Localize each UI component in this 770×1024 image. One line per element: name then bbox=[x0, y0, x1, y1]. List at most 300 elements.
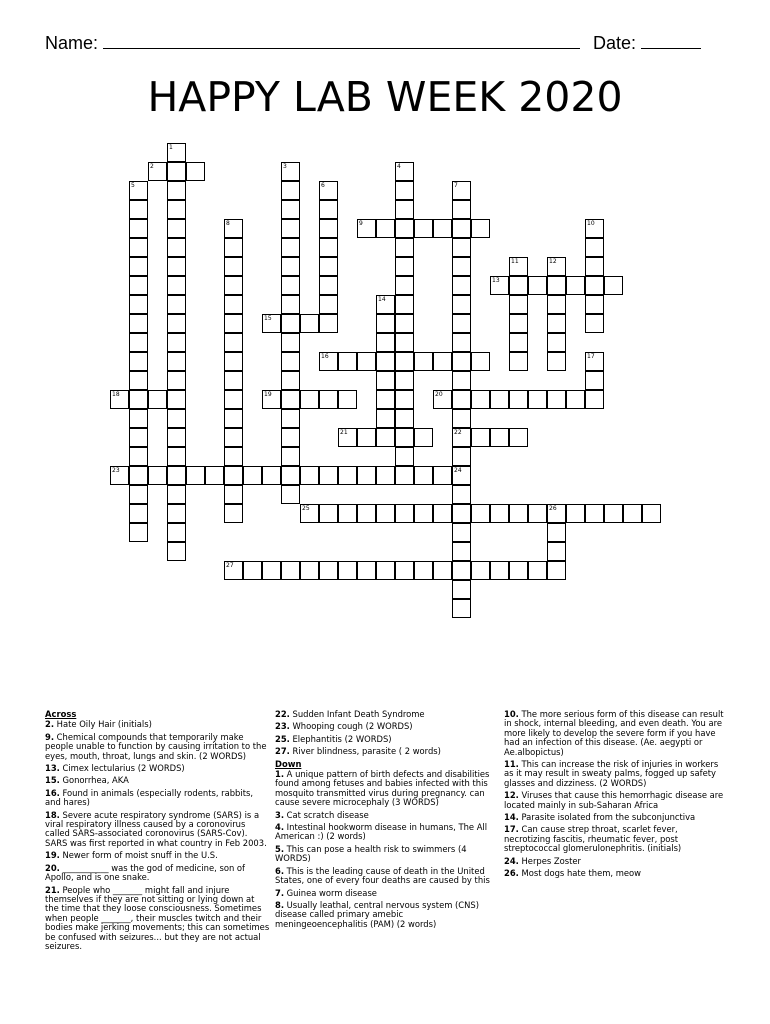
grid-cell[interactable] bbox=[262, 390, 281, 409]
grid-cell[interactable] bbox=[167, 257, 186, 276]
grid-cell[interactable] bbox=[148, 162, 167, 181]
grid-cell[interactable] bbox=[395, 276, 414, 295]
grid-cell[interactable] bbox=[452, 371, 471, 390]
grid-cell[interactable] bbox=[281, 352, 300, 371]
grid-cell[interactable] bbox=[452, 580, 471, 599]
grid-cell[interactable] bbox=[281, 409, 300, 428]
grid-cell[interactable] bbox=[300, 390, 319, 409]
grid-cell[interactable] bbox=[585, 371, 604, 390]
grid-cell[interactable] bbox=[414, 561, 433, 580]
grid-cell[interactable] bbox=[281, 428, 300, 447]
grid-cell[interactable] bbox=[376, 314, 395, 333]
grid-cell[interactable] bbox=[129, 485, 148, 504]
clue-number: 12 bbox=[549, 258, 557, 265]
grid-cell[interactable] bbox=[357, 219, 376, 238]
grid-cell[interactable] bbox=[357, 504, 376, 523]
grid-cell[interactable] bbox=[547, 523, 566, 542]
grid-cell[interactable] bbox=[224, 390, 243, 409]
grid-cell[interactable] bbox=[319, 314, 338, 333]
grid-cell[interactable] bbox=[547, 390, 566, 409]
grid-cell[interactable] bbox=[395, 181, 414, 200]
grid-cell[interactable] bbox=[281, 181, 300, 200]
grid-cell[interactable] bbox=[300, 561, 319, 580]
grid-cell[interactable] bbox=[547, 542, 566, 561]
grid-cell[interactable] bbox=[547, 561, 566, 580]
grid-cell[interactable] bbox=[395, 504, 414, 523]
grid-cell[interactable] bbox=[376, 371, 395, 390]
grid-cell[interactable] bbox=[547, 333, 566, 352]
clue-item bbox=[45, 720, 270, 729]
grid-cell[interactable] bbox=[224, 314, 243, 333]
grid-cell[interactable] bbox=[490, 276, 509, 295]
clue-text: Newer form of moist snuff in the U.S. bbox=[59, 850, 218, 861]
grid-cell[interactable] bbox=[224, 485, 243, 504]
grid-cell[interactable] bbox=[509, 314, 528, 333]
grid-cell[interactable] bbox=[585, 352, 604, 371]
grid-cell[interactable] bbox=[471, 219, 490, 238]
grid-cell[interactable] bbox=[433, 352, 452, 371]
grid-cell[interactable] bbox=[129, 200, 148, 219]
grid-cell[interactable] bbox=[490, 504, 509, 523]
grid-cell[interactable] bbox=[414, 352, 433, 371]
grid-cell[interactable] bbox=[452, 428, 471, 447]
grid-cell[interactable] bbox=[414, 428, 433, 447]
grid-cell[interactable] bbox=[319, 276, 338, 295]
grid-cell[interactable] bbox=[167, 390, 186, 409]
grid-cell[interactable] bbox=[585, 219, 604, 238]
grid-cell[interactable] bbox=[547, 295, 566, 314]
grid-cell[interactable] bbox=[281, 390, 300, 409]
grid-cell[interactable] bbox=[129, 314, 148, 333]
grid-cell[interactable] bbox=[471, 561, 490, 580]
grid-cell[interactable] bbox=[509, 390, 528, 409]
grid-cell[interactable] bbox=[300, 466, 319, 485]
grid-cell[interactable] bbox=[167, 314, 186, 333]
grid-cell[interactable] bbox=[376, 504, 395, 523]
clue-text: This can pose a health risk to swimmers (4 WORDS) bbox=[275, 843, 467, 864]
clue-item bbox=[275, 889, 497, 898]
grid-cell[interactable] bbox=[376, 409, 395, 428]
clue-number: 11 bbox=[511, 258, 519, 265]
grid-cell[interactable] bbox=[319, 200, 338, 219]
grid-cell[interactable] bbox=[129, 352, 148, 371]
grid-cell[interactable] bbox=[224, 219, 243, 238]
grid-cell[interactable] bbox=[262, 561, 281, 580]
date-label: Date: bbox=[593, 33, 637, 53]
clue-item bbox=[45, 886, 270, 952]
clue-number: 7 bbox=[454, 182, 458, 189]
grid-cell[interactable] bbox=[129, 447, 148, 466]
grid-cell[interactable] bbox=[129, 466, 148, 485]
grid-cell[interactable] bbox=[395, 200, 414, 219]
grid-cell[interactable] bbox=[376, 428, 395, 447]
grid-cell[interactable] bbox=[395, 390, 414, 409]
grid-cell[interactable] bbox=[319, 181, 338, 200]
grid-cell[interactable] bbox=[490, 561, 509, 580]
grid-cell[interactable] bbox=[433, 390, 452, 409]
grid-cell[interactable] bbox=[186, 466, 205, 485]
grid-cell[interactable] bbox=[528, 276, 547, 295]
grid-cell[interactable] bbox=[224, 466, 243, 485]
grid-cell[interactable] bbox=[319, 561, 338, 580]
grid-cell[interactable] bbox=[167, 162, 186, 181]
grid-cell[interactable] bbox=[452, 352, 471, 371]
grid-cell[interactable] bbox=[129, 371, 148, 390]
grid-cell[interactable] bbox=[281, 466, 300, 485]
grid-cell[interactable] bbox=[357, 428, 376, 447]
grid-cell[interactable] bbox=[224, 238, 243, 257]
clue-text: ___________ was the god of medicine, son of Apollo, and is one snake. bbox=[45, 862, 245, 883]
grid-cell[interactable] bbox=[566, 504, 585, 523]
clue-text: Intestinal hookworm disease in humans, The All American :) (2 words) bbox=[275, 822, 488, 842]
grid-cell[interactable] bbox=[148, 466, 167, 485]
grid-cell[interactable] bbox=[129, 295, 148, 314]
grid-cell[interactable] bbox=[452, 200, 471, 219]
grid-cell[interactable] bbox=[395, 447, 414, 466]
grid-cell[interactable] bbox=[452, 561, 471, 580]
grid-cell[interactable] bbox=[167, 371, 186, 390]
grid-cell[interactable] bbox=[224, 409, 243, 428]
grid-cell[interactable] bbox=[262, 314, 281, 333]
clue-item bbox=[275, 722, 497, 731]
clue-number-label: 4. bbox=[275, 822, 285, 833]
clue-number-label: 23. bbox=[275, 721, 290, 732]
clue-number: 5 bbox=[131, 182, 135, 189]
grid-cell[interactable] bbox=[110, 466, 129, 485]
grid-cell[interactable] bbox=[642, 504, 661, 523]
grid-cell[interactable] bbox=[129, 333, 148, 352]
clue-item bbox=[275, 735, 497, 744]
clue-item bbox=[275, 867, 497, 886]
grid-cell[interactable] bbox=[452, 219, 471, 238]
grid-cell[interactable] bbox=[319, 219, 338, 238]
grid-cell[interactable] bbox=[452, 485, 471, 504]
grid-cell[interactable] bbox=[281, 314, 300, 333]
grid-cell[interactable] bbox=[509, 295, 528, 314]
grid-cell[interactable] bbox=[224, 333, 243, 352]
grid-cell[interactable] bbox=[471, 390, 490, 409]
clue-text: Sudden Infant Death Syndrome bbox=[289, 709, 425, 719]
clue-item bbox=[45, 811, 270, 849]
grid-cell[interactable] bbox=[129, 181, 148, 200]
grid-cell[interactable] bbox=[129, 428, 148, 447]
grid-cell[interactable] bbox=[243, 466, 262, 485]
grid-cell[interactable] bbox=[585, 390, 604, 409]
grid-cell[interactable] bbox=[110, 390, 129, 409]
grid-cell[interactable] bbox=[281, 219, 300, 238]
grid-cell[interactable] bbox=[281, 561, 300, 580]
clue-number: 15 bbox=[264, 315, 272, 322]
grid-cell[interactable] bbox=[281, 371, 300, 390]
grid-cell[interactable] bbox=[395, 371, 414, 390]
clue-text: Whooping cough (2 WORDS) bbox=[289, 721, 413, 732]
grid-cell[interactable] bbox=[338, 352, 357, 371]
grid-cell[interactable] bbox=[566, 390, 585, 409]
grid-cell[interactable] bbox=[319, 257, 338, 276]
grid-cell[interactable] bbox=[205, 466, 224, 485]
grid-cell[interactable] bbox=[224, 257, 243, 276]
grid-cell[interactable] bbox=[414, 466, 433, 485]
clue-text: Found in animals (especially rodents, rabbits, and hares) bbox=[45, 787, 254, 808]
grid-cell[interactable] bbox=[129, 523, 148, 542]
grid-cell[interactable] bbox=[547, 352, 566, 371]
grid-cell[interactable] bbox=[452, 466, 471, 485]
grid-cell[interactable] bbox=[471, 504, 490, 523]
grid-cell[interactable] bbox=[414, 219, 433, 238]
clue-item bbox=[45, 733, 270, 761]
grid-cell[interactable] bbox=[129, 257, 148, 276]
grid-cell[interactable] bbox=[376, 466, 395, 485]
grid-cell[interactable] bbox=[281, 333, 300, 352]
grid-cell[interactable] bbox=[471, 428, 490, 447]
clue-number: 23 bbox=[112, 467, 120, 474]
grid-cell[interactable] bbox=[452, 314, 471, 333]
grid-cell[interactable] bbox=[167, 542, 186, 561]
grid-cell[interactable] bbox=[395, 428, 414, 447]
grid-cell[interactable] bbox=[395, 333, 414, 352]
grid-cell[interactable] bbox=[167, 504, 186, 523]
grid-cell[interactable] bbox=[471, 352, 490, 371]
grid-cell[interactable] bbox=[547, 257, 566, 276]
grid-cell[interactable] bbox=[585, 238, 604, 257]
grid-cell[interactable] bbox=[167, 219, 186, 238]
grid-cell[interactable] bbox=[300, 504, 319, 523]
grid-cell[interactable] bbox=[281, 295, 300, 314]
grid-cell[interactable] bbox=[338, 390, 357, 409]
grid-cell[interactable] bbox=[395, 466, 414, 485]
grid-cell[interactable] bbox=[224, 428, 243, 447]
grid-cell[interactable] bbox=[224, 295, 243, 314]
grid-cell[interactable] bbox=[224, 504, 243, 523]
grid-cell[interactable] bbox=[395, 409, 414, 428]
grid-cell[interactable] bbox=[452, 599, 471, 618]
grid-cell[interactable] bbox=[167, 200, 186, 219]
grid-cell[interactable] bbox=[452, 523, 471, 542]
grid-cell[interactable] bbox=[167, 238, 186, 257]
grid-cell[interactable] bbox=[395, 162, 414, 181]
grid-cell[interactable] bbox=[319, 352, 338, 371]
clue-item bbox=[45, 864, 270, 883]
grid-cell[interactable] bbox=[281, 238, 300, 257]
grid-cell[interactable] bbox=[224, 371, 243, 390]
grid-cell[interactable] bbox=[319, 295, 338, 314]
grid-cell[interactable] bbox=[357, 561, 376, 580]
clue-number-label: 6. bbox=[275, 865, 285, 876]
clue-number-label: 14. bbox=[504, 812, 519, 823]
clue-number-label: 11. bbox=[504, 759, 519, 770]
grid-cell[interactable] bbox=[319, 390, 338, 409]
clue-number: 22 bbox=[454, 429, 462, 436]
grid-cell[interactable] bbox=[585, 295, 604, 314]
grid-cell[interactable] bbox=[376, 333, 395, 352]
clue-text: This is the leading cause of death in the United States, one of every four deaths are caused by this bbox=[275, 865, 490, 886]
clue-number-label: 18. bbox=[45, 809, 60, 820]
grid-cell[interactable] bbox=[604, 504, 623, 523]
grid-cell[interactable] bbox=[357, 466, 376, 485]
grid-cell[interactable] bbox=[433, 504, 452, 523]
clue-number-label: 15. bbox=[45, 775, 60, 786]
clue-item bbox=[504, 857, 724, 866]
clue-number-label: 17. bbox=[504, 824, 519, 835]
grid-cell[interactable] bbox=[129, 219, 148, 238]
grid-cell[interactable] bbox=[528, 561, 547, 580]
grid-cell[interactable] bbox=[509, 428, 528, 447]
grid-cell[interactable] bbox=[433, 561, 452, 580]
grid-cell[interactable] bbox=[452, 181, 471, 200]
grid-cell[interactable] bbox=[281, 257, 300, 276]
grid-cell[interactable] bbox=[452, 238, 471, 257]
grid-cell[interactable] bbox=[167, 276, 186, 295]
grid-cell[interactable] bbox=[129, 276, 148, 295]
grid-cell[interactable] bbox=[167, 485, 186, 504]
grid-cell[interactable] bbox=[129, 409, 148, 428]
grid-cell[interactable] bbox=[129, 390, 148, 409]
grid-cell[interactable] bbox=[490, 428, 509, 447]
clue-number: 25 bbox=[302, 505, 310, 512]
clues-column-1 bbox=[45, 710, 270, 954]
grid-cell[interactable] bbox=[167, 466, 186, 485]
clue-item bbox=[504, 825, 724, 853]
clue-text: A unique pattern of birth defects and disabilities found among fetuses and babies infected with this mosquito transmitted virus during pregnancy. can cause severe microcephaly (3 WORDS) bbox=[275, 769, 490, 808]
clue-number: 6 bbox=[321, 182, 325, 189]
clues-column-3 bbox=[504, 710, 724, 882]
clue-item bbox=[45, 851, 270, 860]
grid-cell[interactable] bbox=[528, 390, 547, 409]
grid-cell[interactable] bbox=[452, 257, 471, 276]
clue-number-label: 1. bbox=[275, 769, 285, 780]
grid-cell[interactable] bbox=[509, 257, 528, 276]
grid-cell[interactable] bbox=[319, 466, 338, 485]
grid-cell[interactable] bbox=[281, 447, 300, 466]
grid-cell[interactable] bbox=[300, 314, 319, 333]
clue-number: 13 bbox=[492, 277, 500, 284]
grid-cell[interactable] bbox=[509, 561, 528, 580]
grid-cell[interactable] bbox=[129, 238, 148, 257]
grid-cell[interactable] bbox=[623, 504, 642, 523]
grid-cell[interactable] bbox=[604, 276, 623, 295]
grid-cell[interactable] bbox=[452, 333, 471, 352]
grid-cell[interactable] bbox=[243, 561, 262, 580]
grid-cell[interactable] bbox=[224, 561, 243, 580]
grid-cell[interactable] bbox=[395, 561, 414, 580]
grid-cell[interactable] bbox=[376, 390, 395, 409]
grid-cell[interactable] bbox=[281, 162, 300, 181]
grid-cell[interactable] bbox=[490, 390, 509, 409]
grid-cell[interactable] bbox=[452, 504, 471, 523]
clue-number: 4 bbox=[397, 163, 401, 170]
grid-cell[interactable] bbox=[357, 352, 376, 371]
grid-cell[interactable] bbox=[566, 276, 585, 295]
grid-cell[interactable] bbox=[395, 219, 414, 238]
clue-item bbox=[275, 845, 497, 864]
grid-cell[interactable] bbox=[433, 219, 452, 238]
clue-text: Can cause strep throat, scarlet fever, necrotizing fascitis, rheumatic fever, post streptococcal glomerulonephritis. (initials) bbox=[504, 824, 682, 854]
grid-cell[interactable] bbox=[528, 504, 547, 523]
grid-cell[interactable] bbox=[281, 276, 300, 295]
clue-number: 19 bbox=[264, 391, 272, 398]
grid-cell[interactable] bbox=[167, 428, 186, 447]
grid-cell[interactable] bbox=[319, 504, 338, 523]
grid-cell[interactable] bbox=[167, 352, 186, 371]
grid-cell[interactable] bbox=[452, 542, 471, 561]
grid-cell[interactable] bbox=[547, 504, 566, 523]
clue-item bbox=[275, 747, 497, 756]
grid-cell[interactable] bbox=[395, 314, 414, 333]
grid-cell[interactable] bbox=[509, 333, 528, 352]
grid-cell[interactable] bbox=[547, 314, 566, 333]
clue-text: Hate Oily Hair (initials) bbox=[54, 719, 152, 730]
clue-number: 24 bbox=[454, 467, 462, 474]
grid-cell[interactable] bbox=[452, 390, 471, 409]
grid-cell[interactable] bbox=[509, 352, 528, 371]
grid-cell[interactable] bbox=[452, 295, 471, 314]
grid-cell[interactable] bbox=[338, 428, 357, 447]
grid-cell[interactable] bbox=[509, 504, 528, 523]
grid-cell[interactable] bbox=[585, 257, 604, 276]
grid-cell[interactable] bbox=[585, 314, 604, 333]
clue-number: 10 bbox=[587, 220, 595, 227]
grid-cell[interactable] bbox=[186, 162, 205, 181]
grid-cell[interactable] bbox=[547, 276, 566, 295]
clue-item bbox=[275, 710, 497, 719]
grid-cell[interactable] bbox=[319, 238, 338, 257]
clue-number-label: 21. bbox=[45, 884, 60, 895]
grid-cell[interactable] bbox=[585, 504, 604, 523]
grid-cell[interactable] bbox=[281, 200, 300, 219]
grid-cell[interactable] bbox=[224, 276, 243, 295]
grid-cell[interactable] bbox=[338, 561, 357, 580]
grid-cell[interactable] bbox=[414, 504, 433, 523]
grid-cell[interactable] bbox=[167, 523, 186, 542]
clues-column-2 bbox=[275, 710, 497, 932]
grid-cell[interactable] bbox=[224, 352, 243, 371]
grid-cell[interactable] bbox=[395, 295, 414, 314]
grid-cell[interactable] bbox=[376, 352, 395, 371]
grid-cell[interactable] bbox=[452, 276, 471, 295]
grid-cell[interactable] bbox=[395, 257, 414, 276]
clue-number: 16 bbox=[321, 353, 329, 360]
grid-cell[interactable] bbox=[452, 447, 471, 466]
grid-cell[interactable] bbox=[376, 219, 395, 238]
grid-cell[interactable] bbox=[395, 352, 414, 371]
grid-cell[interactable] bbox=[129, 504, 148, 523]
grid-cell[interactable] bbox=[338, 466, 357, 485]
clue-item bbox=[504, 869, 724, 878]
grid-cell[interactable] bbox=[585, 276, 604, 295]
grid-cell[interactable] bbox=[148, 390, 167, 409]
clue-text: Guinea worm disease bbox=[284, 887, 377, 898]
grid-cell[interactable] bbox=[167, 447, 186, 466]
grid-cell[interactable] bbox=[167, 333, 186, 352]
grid-cell[interactable] bbox=[376, 561, 395, 580]
grid-cell[interactable] bbox=[281, 485, 300, 504]
grid-cell[interactable] bbox=[167, 295, 186, 314]
grid-cell[interactable] bbox=[376, 295, 395, 314]
grid-cell[interactable] bbox=[433, 466, 452, 485]
grid-cell[interactable] bbox=[167, 181, 186, 200]
grid-cell[interactable] bbox=[167, 409, 186, 428]
grid-cell[interactable] bbox=[452, 409, 471, 428]
clue-item bbox=[504, 791, 724, 810]
grid-cell[interactable] bbox=[395, 238, 414, 257]
clue-text: People who _______ might fall and injure themselves if they are not sitting or lying down at the time that they loose consciousness. Sometimes when people _______, their muscles twitch and their bodies make jerking movements; this can sometimes be confused with seizures... but they are not actual seizures. bbox=[45, 884, 270, 951]
clue-text: Gonorrhea, AKA bbox=[59, 775, 129, 786]
grid-cell[interactable] bbox=[338, 504, 357, 523]
grid-cell[interactable] bbox=[509, 276, 528, 295]
grid-cell[interactable] bbox=[262, 466, 281, 485]
grid-cell[interactable] bbox=[167, 143, 186, 162]
grid-cell[interactable] bbox=[224, 447, 243, 466]
